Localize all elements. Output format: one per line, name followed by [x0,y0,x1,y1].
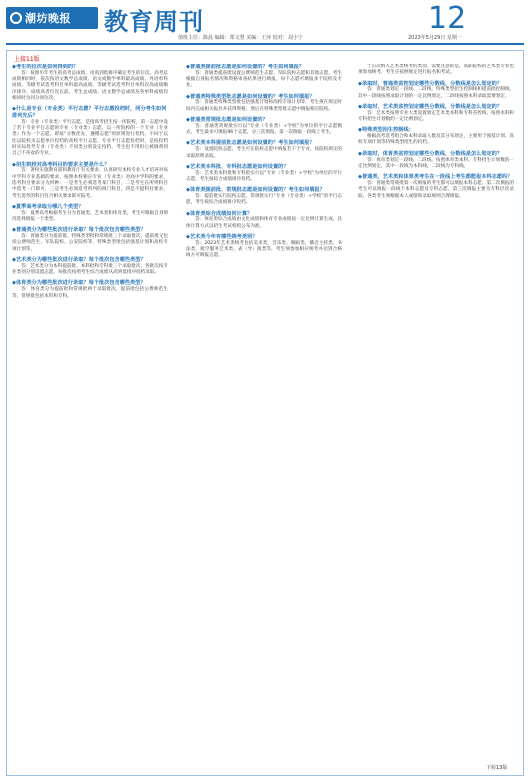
question-heading: ◆什么是专业（专业类）平行志愿？平行志愿投档时，同分考生如何排列先后？ [12,106,167,120]
question-heading: ◆普通类分为哪些批次进行录取？每个批次包含哪些类型？ [12,227,146,234]
answer-paragraph: 答：艺术类本科批和专科批实行以“专业（专业类）+学校”为单位的平行志愿，考生按综合成绩排序投档。 [186,170,342,182]
section-title: 教育周刊 [104,7,204,36]
answer-paragraph: 答：普通类常规批实行以“专业（专业类）+学校”为单位的平行志愿模式，考生最多可填报96个志愿，分三次填报，第一次填报一段线上考生。 [186,123,342,136]
masthead-rule [6,43,524,45]
logo-text: 潮坊晚报 [25,12,71,25]
answer-paragraph: 答：按照历年考生的高考总成绩，由高到低排序确定考生的位次。高考总成绩相同时，依次按语文数学总成绩、语文或数学单科最高成绩、外语单科成绩、等级考试选考科目单科最高成绩、等级考试选考科目单科次高成绩顺序排序，成绩高者位次在前。考生总成绩、语文数学总成绩及各单科成绩均相同时为同分同位次。 [12,70,168,101]
answer-paragraph: 答：2023年艺术类统考包括美术类、音乐类、舞蹈类、播音主持类、书法类、航空服务艺术类、表（导）演类等，考生须参加相应统考并达到合格线方可填报志愿。 [186,240,342,259]
question-heading: ◆招生院校对高考科目的要求主要是什么？ [12,161,110,168]
question-heading: ◆录取时，艺术类省控划定哪些分数线，分数线是怎么划定的？ [358,103,503,110]
question-heading: ◆艺术类今年有哪些统考类别？ [186,234,258,241]
question-heading: ◆普通类常规批志愿是如何设置的？ [186,117,268,124]
answer-paragraph: 答：体育类分为提前批和常规批两个录取批次，提前批包括公费师范生等，常规批包括本科和专科。 [12,287,168,299]
answer-paragraph: 答：提前批实行院校志愿，常规批实行“专业（专业类）+学校”的平行志愿，考生按综合成绩排序投档。 [186,194,342,206]
question-heading: ◆夏季高考录取分哪几个类型？ [12,203,84,210]
question-heading: ◆考生的位次是如何得到的？ [12,64,79,70]
answer-paragraph: 根据高考选考组合和本科录取人数及其分布划定，主要用于强基计划、高校专项计划等特殊类型招生的投档。 [358,134,514,146]
question-heading: ◆普通类、艺术类和体育类考生在一段线上考生都能报本科志愿吗？ [358,174,513,181]
masthead [0,0,530,44]
answer-paragraph: 于首次纳入艺术类统考的类别，需要注意的是，高职院校的艺术类专业也须参加统考，考生应按照规定进行报名和考试。 [358,64,514,76]
question-heading: ◆体育类提前批、常规批志愿是如何设置的？考生如何填报？ [186,187,325,194]
question-heading: ◆录取时，体育类省控划定哪些分数线，分数线是怎么划定的？ [358,150,503,157]
answer-paragraph: 答：普通类特殊类型批包括强基计划和高校专项计划等，考生须在规定时间内完成相关报名并获得资格，然后在特殊类型批志愿中填报相应院校。 [186,100,342,112]
answer-paragraph: 答：普通类常规批第一次填报的考生都可以填报本科志愿，第二次填报的考生可以填报一段线下本科志愿及专科志愿，第三次填报主要为专科层次录取。各类考生须根据本人成绩和录取规则合理填报。 [358,180,514,199]
question-heading: ◆艺术类本科批、专科批志愿是如何设置的？ [186,163,289,170]
question-heading: ◆普通类提前批志愿是如何设置的？考生如何填报？ [186,64,305,70]
answer-paragraph: 答：体育类综合成绩由文化成绩和体育专业成绩按一定比例计算生成，具体计算方式以招生考试机构公布为准。 [186,217,342,229]
answer-paragraph: 答：著权实施教育部和教育厅有关要求，认真研究本校专业人才培养对高中学科专业基础的要求，按照本校相应专业（专业类）对高中学科的要求，选考科目要求分为四种：一是考生必须选考某门科目，二是考生在所列科目中选考一门即可，三是考生必须选考所列的两门科目，四是不提科目要求，考生选考的科目符合相关要求即可报考。 [12,168,168,199]
question-heading: ◆艺术类本科提前批志愿是如何设置的？考生如何填报？ [186,140,315,147]
question-heading: ◆特殊类型招生控制线： [358,127,414,134]
answer-paragraph: 答：夏季高考根据考生分为普通类、艺术类和体育类。考生可根据自身情况选择填报一个类型。 [12,210,168,223]
page-number: 12 [428,1,467,36]
answer-paragraph: 答：艺术类分为本科提前批、本科批和专科批三个录取批次，各批次按专业类别分别设置志愿，每批次按照考生综合成绩从高到低排序投档录取。 [12,263,168,276]
logo-ring-icon [10,12,22,24]
question-heading: ◆录取时，普通类省控划定哪些分数线，分数线是怎么划定的？ [358,80,503,87]
answer-paragraph: 答：普通类分为提前批、特殊类型批和常规批三个录取批次，提前批又包括公费师范生、军队院校、公安院校等，特殊类型批包括强基计划和高校专项计划等。 [12,234,168,252]
answer-paragraph: 答：体育类划定一段线、二段线，按照体育类本科、专科招生计划数的一定比例划定，其中一段线为本科线，二段线为专科线。 [358,157,514,169]
answer-paragraph: 答：普通类提前批设置公费师范生志愿、军队院校志愿和其他志愿，考生根据自身报名情况和资格审查结果进行填报，每个志愿可填报多个院校及专业。 [186,70,342,89]
question-heading: ◆艺术类分为哪些批次进行录取？每个批次包含哪些类型？ [12,257,146,264]
continued-from: 上接11版 [14,56,40,63]
issue-date: 2023年5月29日 星期一 [408,35,462,41]
answer-paragraph: 答：专业（专业类）平行志愿，是指高考招生按一所院校，第一志愿中设了若干专业平行志愿的专业（专业类）志愿，以一所院校的一个专业（专业类）作为一个志愿，即按“分数优先、遵循志愿”的原则进行投档。不同于以往以院校为志愿单位投档的高校平行志愿，专业平行志愿投档时，是按投档时实际投考专业（专业类）不同类分别设定投档，考生也不用担心被调剂到自己不喜欢的专业。 [12,119,168,157]
article-column-2 [186,64,342,764]
question-heading: ◆普通类特殊类型批志愿是如何设置的？考生如何填报？ [186,93,315,100]
newspaper-logo [6,7,98,29]
question-heading: ◆体育类综合成绩如何计算？ [186,210,253,217]
article-column-3 [358,64,514,764]
answer-paragraph: 答：普通类划定一段线、二段线，特殊类型招生控制线和提前批控制线，其中一段线按照录取计划的一定比例划定，二段线按照本科录取需要划定。 [358,87,514,99]
continued-to: 下转13版 [486,765,508,771]
answer-paragraph: 答：设置院校志愿，考生可在院校志愿中填报若干个专业，按院校规定的录取原则录取。 [186,147,342,159]
question-heading: ◆体育类分为哪些批次进行录取？每个批次包含哪些类型？ [12,280,146,287]
article-column-1 [12,64,168,764]
staff-credits: 值班主任：陈晨 编辑：郑文慧 美编：王萍 校对：刘小宁 [178,35,303,41]
answer-paragraph: 答：艺术类按照专业大类设置划定艺术类本科和专科省控线，按照本科和专科招生计划数的一定比例划定。 [358,110,514,123]
